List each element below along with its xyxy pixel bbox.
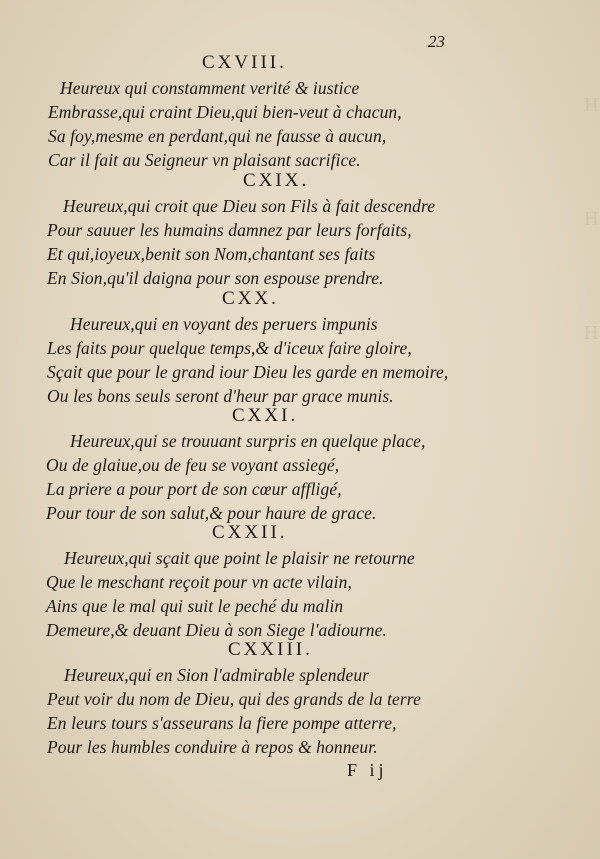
verse-line: Pour sauuer les humains damnez par leurs forfaits, [47, 220, 412, 240]
verse-line: Heureux,qui en voyant des peruers impunis [70, 314, 378, 334]
verse-line: En leurs tours s'asseurans la fiere pompe atterre, [47, 713, 397, 733]
verse-line: Pour les humbles conduire à repos & honneur. [47, 737, 378, 757]
verse-line: Les faits pour quelque temps,& d'iceux faire gloire, [47, 338, 412, 358]
verse-line: Demeure,& deuant Dieu à son Siege l'adiourne. [46, 620, 387, 640]
stanza-number: CXXI. [232, 405, 299, 426]
signature-mark: F ij [347, 760, 388, 780]
verse-line: Heureux qui constamment verité & iustice [60, 78, 360, 98]
verse-line: Heureux,qui en Sion l'admirable splendeur [64, 665, 370, 685]
verse-line: Et qui,ioyeux,benit son Nom,chantant ses faits [47, 244, 376, 264]
stanza-number: CXXII. [212, 522, 288, 543]
verse-line: En Sion,qu'il daigna pour son espouse prendre. [47, 268, 384, 288]
verse-line: Ou les bons seuls seront d'heur par grace munis. [47, 386, 394, 406]
verse-line: Ou de glaiue,ou de feu se voyant assiegé, [46, 455, 340, 475]
bleed-through-mark: H [584, 94, 599, 116]
verse-line: Ains que le mal qui suit le peché du malin [46, 596, 344, 616]
stanza-number: CXVIII. [202, 52, 287, 73]
verse-line: Embrasse,qui craint Dieu,qui bien-veut à chacun, [48, 102, 402, 122]
verse-line: Sçait que pour le grand iour Dieu les garde en memoire, [47, 362, 449, 382]
verse-line: Heureux,qui se trouuant surpris en quelque place, [70, 431, 426, 451]
verse-line: Pour tour de son salut,& pour haure de grace. [46, 503, 377, 523]
verse-line: Que le meschant reçoit pour vn acte vilain, [46, 572, 352, 592]
stanza-number: CXX. [222, 288, 279, 309]
verse-line: La priere a pour port de son cœur affligé, [46, 479, 342, 499]
stanza-number: CXXIII. [228, 639, 313, 660]
stanza-number: CXIX. [243, 170, 310, 191]
verse-line: Heureux,qui croit que Dieu son Fils à fait descendre [63, 196, 436, 216]
verse-line: Heureux,qui sçait que point le plaisir ne retourne [64, 548, 415, 568]
verse-line: Car il fait au Seigneur vn plaisant sacrifice. [48, 150, 361, 170]
bleed-through-mark: H [584, 208, 599, 230]
bleed-through-mark: H [584, 322, 599, 344]
verse-line: Peut voir du nom de Dieu, qui des grands de la terre [47, 689, 421, 709]
verse-line: Sa foy,mesme en perdant,qui ne fausse à aucun, [48, 126, 387, 146]
page-number: 23 [428, 32, 445, 51]
